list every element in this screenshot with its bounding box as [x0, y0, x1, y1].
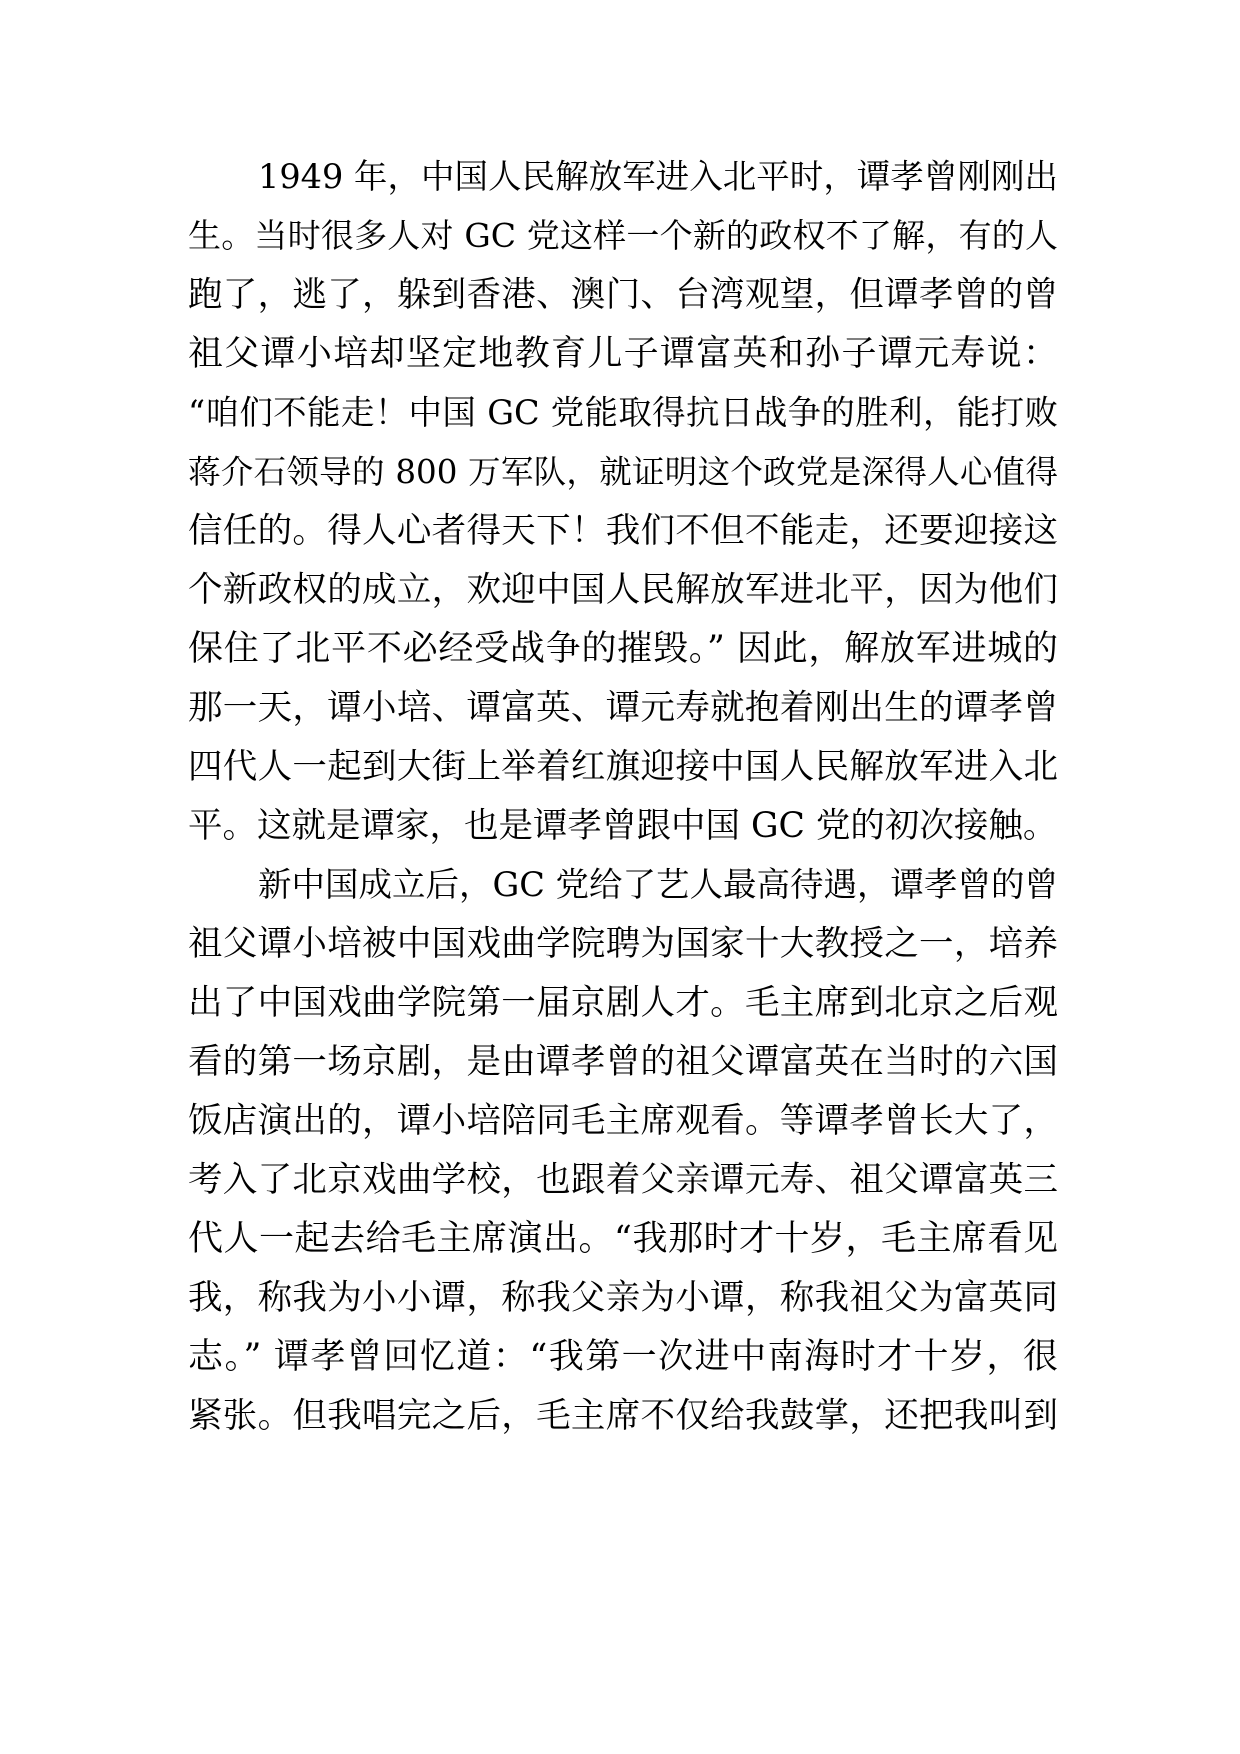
- paragraph-1-line-7: 信任的。得人心者得天下！我们不但不能走，还要迎接这: [188, 511, 1058, 551]
- paragraph-1-line-1: 1949 年，中国人民解放军进入北平时，谭孝曾刚刚出: [258, 157, 1058, 196]
- paragraph-1-line-8: 个新政权的成立，欢迎中国人民解放军进北平，因为他们: [188, 570, 1058, 610]
- paragraph-2-line-5: 饭店演出的，谭小培陪同毛主席观看。等谭孝曾长大了，: [188, 1101, 1058, 1141]
- paragraph-2-line-4: 看的第一场京剧，是由谭孝曾的祖父谭富英在当时的六国: [188, 1042, 1058, 1082]
- paragraph-2-line-3: 出了中国戏曲学院第一届京剧人才。毛主席到北京之后观: [188, 983, 1058, 1023]
- paragraph-2-line-9: 志。” 谭孝曾回忆道：“我第一次进中南海时才十岁，很: [188, 1337, 1058, 1377]
- paragraph-2-line-10: 紧张。但我唱完之后，毛主席不仅给我鼓掌，还把我叫到: [188, 1396, 1058, 1436]
- paragraph-1-line-2: 生。当时很多人对 GC 党这样一个新的政权不了解，有的人: [188, 216, 1058, 255]
- paragraph-1-line-11: 四代人一起到大街上举着红旗迎接中国人民解放军进入北: [188, 747, 1058, 787]
- paragraph-1-line-9: 保住了北平不必经受战争的摧毁。” 因此，解放军进城的: [188, 629, 1058, 669]
- paragraph-2-line-7: 代人一起去给毛主席演出。“我那时才十岁，毛主席看见: [188, 1219, 1058, 1259]
- paragraph-1-line-12: 平。这就是谭家，也是谭孝曾跟中国 GC 党的初次接触。: [188, 806, 1058, 846]
- paragraph-2-line-6: 考入了北京戏曲学校，也跟着父亲谭元寿、祖父谭富英三: [188, 1160, 1058, 1200]
- paragraph-2-line-1: 新中国成立后，GC 党给了艺人最高待遇，谭孝曾的曾: [258, 865, 1059, 904]
- paragraph-1-line-5: “咱们不能走！中国 GC 党能取得抗日战争的胜利，能打败: [188, 393, 1058, 432]
- paragraph-1-line-3: 跑了，逃了，躲到香港、澳门、台湾观望，但谭孝曾的曾: [188, 275, 1058, 315]
- paragraph-1-line-4: 祖父谭小培却坚定地教育儿子谭富英和孙子谭元寿说：: [188, 334, 1058, 374]
- paragraph-2-line-8: 我，称我为小小谭，称我父亲为小谭，称我祖父为富英同: [188, 1278, 1058, 1318]
- paragraph-2-line-2: 祖父谭小培被中国戏曲学院聘为国家十大教授之一，培养: [188, 924, 1058, 964]
- paragraph-1-line-10: 那一天，谭小培、谭富英、谭元寿就抱着刚出生的谭孝曾: [188, 688, 1058, 728]
- paragraph-1-line-6: 蒋介石领导的 800 万军队，就证明这个政党是深得人心值得: [188, 453, 1058, 491]
